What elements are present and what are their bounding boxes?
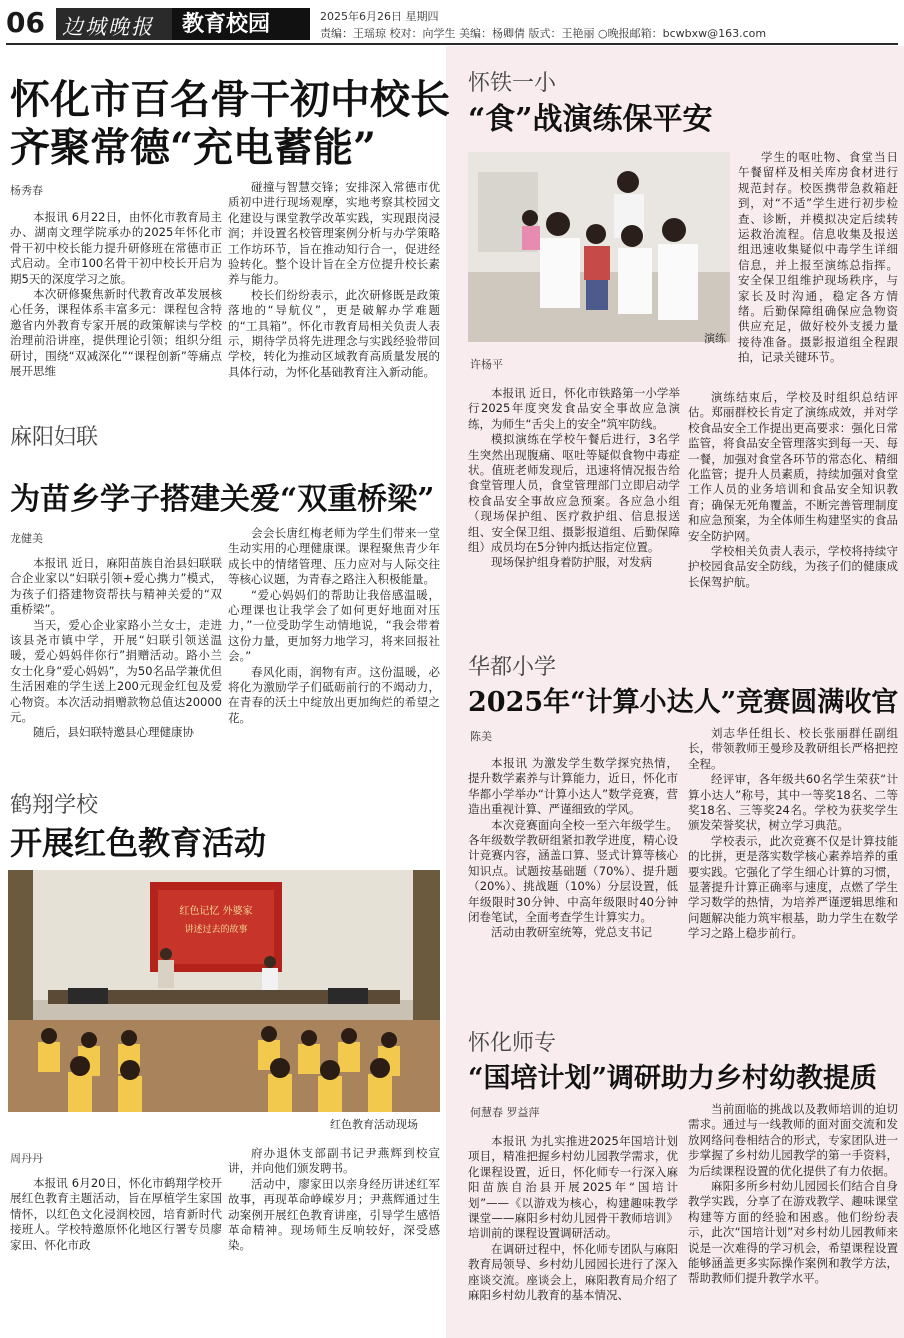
a3-photo-caption: 红色教育活动现场 (330, 1118, 418, 1131)
a2-body-col2 (228, 526, 440, 756)
paragraph: 碰撞与智慧交锋；安排深入常德市优质初中进行现场观摩，实地考察其校园文化建设与课堂教学改革实践，实现跟岗浸润；并设置名校管理案例分析与办学策略工作坊环节，旨在推动知行合一，促进经验转化。整个设计旨在全方位提升校长素养与能力。 (228, 180, 440, 287)
a6-kicker: 怀化师专 (468, 1031, 557, 1056)
section-name: 教育校园 (172, 8, 310, 40)
header-rule (6, 43, 898, 45)
a5-title: 2025年“计算小达人”竞赛圆满收官 (468, 687, 899, 718)
paragraph: 刘志华任组长、校长张丽群任副组长，带领教师王曼珍及教研组长严格把控全程。 (688, 726, 898, 771)
a2-title: 为苗乡学子搭建关爱“双重桥梁” (10, 482, 435, 517)
a3-banner-text-2: 讲述过去的故事 (184, 925, 248, 935)
paragraph: 学校相关负责人表示，学校将持续守护校园食品安全防线，为孩子们的健康成长保驾护航。 (688, 544, 898, 589)
paper-name: 边城晚报 (62, 15, 154, 39)
a3-body-col2 (228, 1146, 440, 1300)
paragraph: 当前面临的挑战以及教师培训的迫切需求。通过与一线教师的面对面交流和发放网络问卷相结合的形式，专家团队进一步掌握了乡村幼儿园教学的第一手资料，为后续课程设置的优化提供了有力依据。 (688, 1102, 898, 1178)
paragraph: 麻阳多所乡村幼儿园园长们结合自身教学实践，分享了在游戏教学、趣味课堂构建等方面的经验和困惑。他们纷纷表示，此次“国培计划”对乡村幼儿园教师来说是一次难得的学习机会，希望课程设置能够涵盖更多实际操作案例和教学方法，帮助教师们提升教学水平。 (688, 1179, 898, 1286)
paragraph: 府办退休支部副书记尹燕辉到校宣讲，并向他们颁发聘书。 (228, 1146, 440, 1176)
paragraph: 现场保护组身着防护服，对发病 (491, 555, 652, 570)
paragraph: 本报讯 近日，麻阳苗族自治县妇联联合企业家以“妇联引领+爱心携力”模式，为孩子们搭建物资帮扶与精神关爱的“双重桥梁”。 (10, 556, 222, 617)
a2-kicker: 麻阳妇联 (10, 425, 99, 450)
paragraph: 学校表示，此次竞赛不仅是计算技能的比拼，更是落实数学核心素养培养的重要实践。它强化了学生细心计算的习惯，显著提升计算正确率与速度，点燃了学生学习数学的热情，为培养严谨逻辑思维和问题解决能力筑牢根基，助力学生在数学学习之路上稳步前行。 (688, 833, 898, 941)
a6-body-col1 (468, 1134, 678, 1326)
a4-title: “食”战演练保平安 (468, 102, 713, 137)
a1-body-col2 (228, 180, 440, 398)
a5-kicker: 华都小学 (468, 655, 557, 680)
a4-body-col1 (468, 386, 680, 624)
a3-kicker: 鹤翔学校 (10, 793, 99, 818)
paragraph: 演练结束后，学校及时组织总结评估。郑丽群校长肯定了演练成效，并对学校食品安全工作提出更高要求：强化日常监管，将食品安全管理落实到每一天、每一餐，加强对食堂各环节的常态化、精细化监管；提升人员素质，持续加强对食堂工作人员的业务培训和食品安全知识教育；确保无死角覆盖，不断完善管理制度和应急预案，为全体师生构建坚实的食品安全防护网。 (688, 390, 898, 543)
paragraph: 本次研修聚焦新时代教育改革发展核心任务，课程体系丰富多元：课程包含特邀省内外教育专家开展的政策解读与学校治理前沿讲座，提供理论引领；组织分组研讨，围绕“双减深化”“课程创新”等痛点展开思维 (10, 287, 222, 379)
a4-body-col2a (738, 150, 898, 388)
a1-body-col1 (10, 210, 222, 398)
a4-photo-caption: 演练 (704, 332, 726, 345)
header-credits: 责编：王瑶琼 校对：向学生 美编：杨卿倩 版式：王艳丽 ○晚报邮箱：bcwbxw@163.com (320, 27, 767, 40)
paragraph: 活动由教研室统筹，党总支书记 (491, 925, 652, 940)
a3-banner-text-1: 红色记忆 外婆家 (179, 906, 253, 917)
paragraph: 在调研过程中，怀化师专团队与麻阳教育局领导、乡村幼儿园园长进行了深入座谈交流。座谈会上，麻阳教育局介绍了麻阳乡村幼儿教育的基本情况、 (468, 1241, 678, 1303)
paragraph: 本报讯 为扎实推进2025年国培计划项目，精准把握乡村幼儿园教学需求，优化课程设置，近日，怀化师专一行深入麻阳苗族自治县开展2025年“国培计划”——《以游戏为核心，构建趣味教学课堂——麻阳乡村幼儿园骨干教师培训》培训前的课程设置调研活动。 (468, 1134, 678, 1241)
paragraph: 本报讯 6月22日，由怀化市教育局主办、湖南文理学院承办的2025年怀化市骨干初中校长能力提升研修班在常德市正式启动。全市100名骨干初中校长开启为期5天的深度学习之旅。 (10, 210, 222, 286)
a4-body-col2b (688, 390, 898, 624)
page-number: 06 (6, 6, 45, 39)
paragraph: 本报讯 近日，怀化市铁路第一小学举行2025年度突发食品安全事故应急演练，为师生“舌尖上的安全”筑牢防线。 (468, 386, 680, 431)
a3-title: 开展红色教育活动 (10, 824, 267, 862)
paragraph: 本报讯 为激发学生数学探究热情，提升数学素养与计算能力，近日，怀化市华都小学举办“计算小达人”数学竞赛，营造出重视计算、严谨细致的学风。 (468, 756, 678, 817)
paragraph: 随后，县妇联特邀县心理健康协 (33, 725, 194, 740)
paragraph: 本报讯 6月20日，怀化市鹤翔学校开展红色教育主题活动，旨在厚植学生家国情怀，以红色文化浸润校园，培育新时代接班人。学校特邀原怀化地区行署专员廖家田、怀化市政 (10, 1176, 222, 1252)
a1-title-line2: 齐聚常德“充电蓄能” (10, 124, 377, 171)
paragraph: “爱心妈妈们的帮助让我倍感温暖，心理课也让我学会了如何更好地面对压力，”一位受助学生动情地说，“我会带着这份力量，更加努力地学习，将来回报社会。” (228, 587, 440, 664)
a5-author: 陈美 (470, 730, 492, 743)
a6-body-col2 (688, 1102, 898, 1326)
paragraph: 校长们纷纷表示，此次研修既是政策落地的“导航仪”，更是破解办学难题的“工具箱”。怀化市教育局相关负责人表示，期待学员将先进理念与实践经验带回学校，转化为推动区域教育高质量发展的具体行动，为怀化基础教育注入新动能。 (228, 287, 440, 379)
paragraph: 模拟演练在学校午餐后进行，3名学生突然出现腹痛、呕吐等疑似食物中毒症状。值班老师发现后，迅速将情况报告给食堂管理人员，食堂管理部门立即启动学校食品安全事故应急预案。各应急小组（现场保护组、医疗救护组、信息报送组、安全保卫组、摄影报道组、后勤保障组）成员均在5分钟内抵达指定位置。 (468, 432, 680, 555)
a4-kicker: 怀铁一小 (468, 71, 557, 96)
a4-photo (468, 152, 730, 342)
paragraph: 经评审，各年级共60名学生荣获“计算小达人”称号，其中一等奖18名、二等奖18名、三等奖24名。学校为获奖学生颁发荣誉奖状，树立学习典范。 (688, 772, 898, 833)
paragraph: 会会长唐红梅老师为学生们带来一堂生动实用的心理健康课。课程聚焦青少年成长中的情绪管理、压力应对与人际交往等核心议题，为青春之路注入积极能量。 (228, 526, 440, 587)
a3-body-col1 (10, 1176, 222, 1300)
a1-title-line1: 怀化市百名骨干初中校长 (10, 76, 450, 123)
a2-body-col1 (10, 556, 222, 756)
paragraph: 当天，爱心企业家路小兰女士，走进该县尧市镇中学，开展“妇联引领送温暖，爱心妈妈伴你行”捐赠活动。路小兰女士化身“爱心妈妈”，为50名品学兼优但生活困难的学生送上200元现金红包及爱心物资。本次活动捐赠款物总值达20000元。 (10, 617, 222, 725)
header-date: 2025年6月26日 星期四 (320, 10, 439, 23)
a3-author: 周丹丹 (10, 1152, 43, 1165)
a6-title: “国培计划”调研助力乡村幼教提质 (468, 1063, 878, 1094)
a6-author: 何慧春 罗益萍 (470, 1106, 540, 1119)
a5-body-col2 (688, 726, 898, 984)
paragraph: 活动中，廖家田以亲身经历讲述红军故事，再现革命峥嵘岁月；尹燕辉通过生动案例开展红色教育讲座，引导学生感悟革命精神。现场师生反响较好，深受感染。 (228, 1176, 440, 1253)
a4-author: 许杨平 (470, 358, 503, 371)
a1-author: 杨秀春 (10, 184, 43, 197)
a5-body-col1 (468, 756, 678, 984)
paragraph: 学生的呕吐物、食堂当日午餐留样及相关库房食材进行规范封存。校医携带急救箱赶到，对“不适”学生进行初步检查、诊断，并模拟决定后续转运救治流程。信息收集及报送组迅速收集疑似中毒学生详细信息，并上报至演练总指挥。安全保卫组维护现场秩序，与家长及时沟通，稳定各方情绪。后勤保障组确保应急物资供应充足，做好校外支援力量接待准备。摄影报道组全程跟拍，记录关键环节。 (738, 150, 898, 365)
a2-author: 龙健美 (10, 532, 43, 545)
paragraph: 春风化雨，润物有声。这份温暖，必将化为激励学子们砥砺前行的不竭动力，在青春的沃土中绽放出更加绚烂的希望之花。 (228, 664, 440, 725)
paragraph: 本次竞赛面向全校一至六年级学生。各年级数学教研组紧扣教学进度，精心设计竞赛内容，涵盖口算、竖式计算等核心知识点。试题按基础题（70%）、提升题（20%）、挑战题（10%）分层设置，低年级限时30分钟、中高年级限时40分钟闭卷笔试，全面考查学生计算实力。 (468, 817, 678, 925)
a3-photo (8, 870, 440, 1112)
